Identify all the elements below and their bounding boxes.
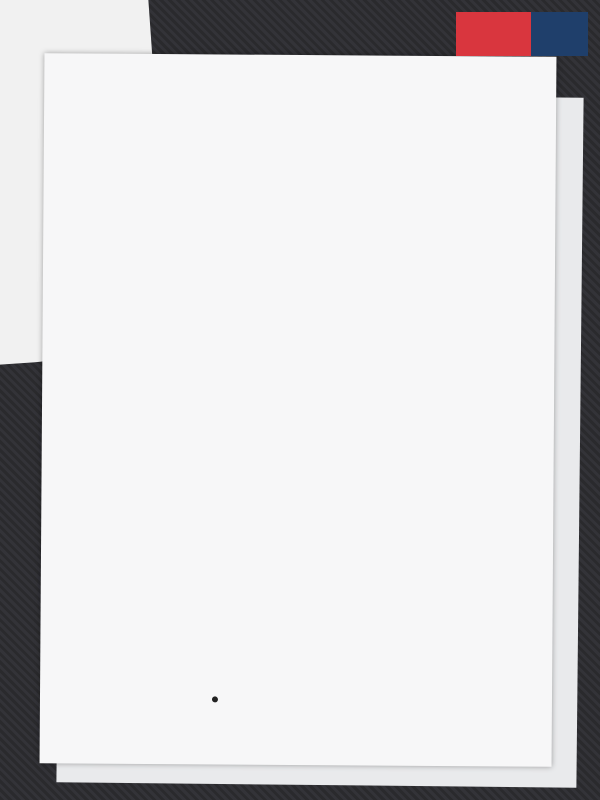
- watermark-ria: [531, 12, 588, 56]
- watermark-auto: [456, 12, 531, 56]
- bullet-icon: [212, 696, 218, 702]
- checklist-page: [40, 53, 557, 767]
- legend: [210, 696, 222, 704]
- auto-ria-watermark: [456, 12, 588, 56]
- tire-rows: [94, 96, 514, 99]
